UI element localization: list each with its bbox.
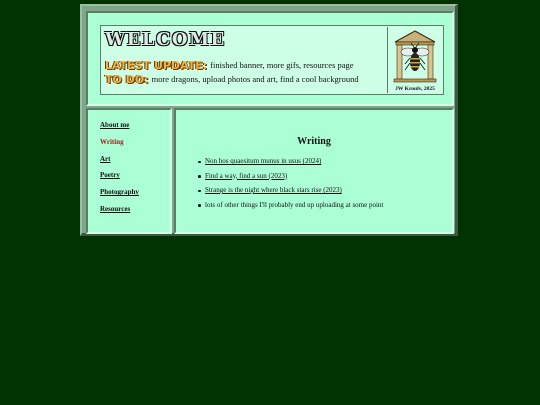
sidebar-item-about-me[interactable]: About me bbox=[100, 121, 130, 129]
main-content bbox=[174, 108, 454, 234]
logo-box bbox=[387, 27, 442, 93]
welcome-banner bbox=[100, 25, 444, 95]
sidebar-item-photography[interactable]: Photography bbox=[100, 188, 139, 197]
todo-label: TO DO: bbox=[105, 73, 149, 86]
list-item bbox=[198, 187, 383, 194]
sidebar-item-art[interactable]: Art bbox=[100, 154, 111, 163]
logo-credit: JW Kroulv, 2025 bbox=[395, 86, 435, 92]
writing-list bbox=[198, 158, 383, 216]
latest-update-text: finished banner, more gifs, resources page bbox=[210, 60, 354, 70]
list-item bbox=[198, 173, 383, 180]
work-note: lots of other things I'll probably end up uploading at some point bbox=[205, 200, 384, 209]
sidebar bbox=[86, 108, 172, 234]
sidebar-item-poetry[interactable]: Poetry bbox=[100, 171, 120, 180]
list-item bbox=[198, 202, 383, 209]
work-link[interactable]: Strange is the night where black stars rise (2023) bbox=[205, 186, 342, 194]
todo-text: more dragons, upload photos and art, find a cool background bbox=[151, 74, 359, 84]
sidebar-item-resources[interactable]: Resources bbox=[100, 204, 131, 213]
list-item bbox=[198, 158, 383, 165]
bee-in-temple-icon bbox=[391, 28, 439, 86]
page-title: Writing bbox=[297, 136, 331, 147]
work-link[interactable]: Non hos quaesitum munus in usus (2024) bbox=[205, 157, 322, 165]
work-link[interactable]: Find a way, find a sun (2023) bbox=[205, 171, 288, 180]
welcome-heading: WELCOME bbox=[105, 29, 226, 50]
header-cell bbox=[86, 11, 454, 106]
latest-update-label: LATEST UPDATE: bbox=[105, 59, 208, 72]
sidebar-nav bbox=[100, 122, 139, 223]
site-frame bbox=[80, 4, 458, 236]
sidebar-item-writing[interactable]: Writing bbox=[100, 137, 124, 146]
todo-row bbox=[105, 73, 359, 86]
latest-update-row bbox=[105, 59, 354, 72]
